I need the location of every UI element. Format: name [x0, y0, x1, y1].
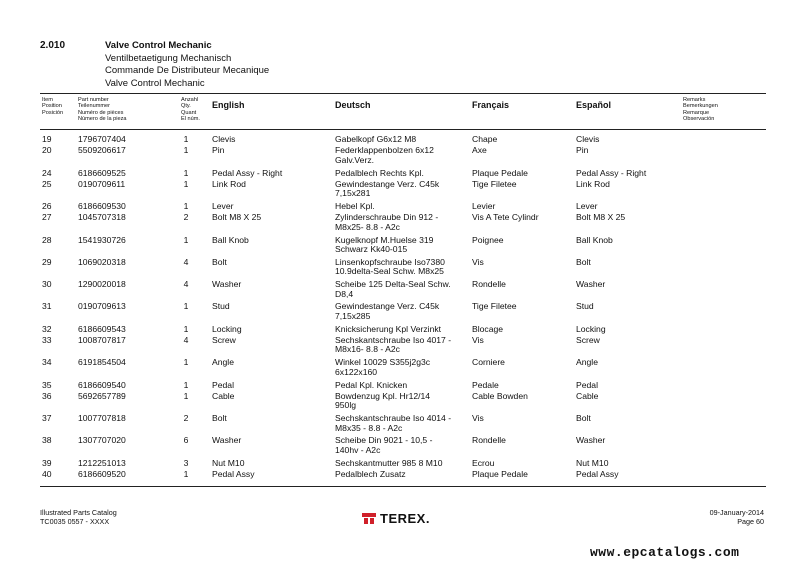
terex-logo — [362, 511, 430, 526]
description-deutsch: Sechskantmutter 985 8 M10 — [335, 457, 443, 468]
description-english: Ball Knob — [212, 234, 249, 245]
quantity: 1 — [183, 178, 189, 189]
quantity: 1 — [183, 323, 189, 334]
item-number: 31 — [42, 301, 52, 312]
footer-catalog: Illustrated Parts Catalog — [40, 508, 117, 517]
description-deutsch: Scheibe 125 Delta-Seal Schw. — [335, 279, 451, 290]
header-deutsch: Deutsch — [335, 100, 371, 110]
section-title-en: Valve Control Mechanic — [105, 40, 212, 51]
description-francais: Rondelle — [472, 435, 506, 446]
description-espanol: Angle — [576, 357, 598, 368]
description-english: Bolt — [212, 256, 227, 267]
description-francais: Corniere — [472, 357, 505, 368]
quantity: 1 — [183, 167, 189, 178]
part-number: 1290020018 — [78, 279, 126, 290]
quantity: 3 — [183, 457, 189, 468]
description-english: Angle — [212, 357, 234, 368]
description-english: Washer — [212, 435, 242, 446]
description-deutsch: D8,4 — [335, 288, 354, 299]
quantity: 4 — [183, 279, 189, 290]
description-espanol: Bolt — [576, 256, 591, 267]
part-number: 6186609543 — [78, 323, 126, 334]
item-number: 34 — [42, 357, 52, 368]
description-deutsch: Sechskantschraube Iso 4014 - — [335, 413, 452, 423]
part-number: 1007707818 — [78, 413, 126, 423]
description-deutsch: Federklappenbolzen 6x12 — [335, 145, 434, 156]
quantity: 2 — [183, 212, 189, 223]
quantity: 1 — [183, 145, 189, 156]
description-francais: Plaque Pedale — [472, 468, 528, 479]
description-espanol: Pedal Assy - Right — [576, 167, 647, 178]
item-number: 30 — [42, 279, 52, 290]
description-espanol: Washer — [576, 435, 606, 446]
description-francais: Rondelle — [472, 279, 506, 290]
part-number: 1069020318 — [78, 256, 126, 267]
description-francais: Vis — [472, 334, 484, 345]
description-deutsch: Gewindestange Verz. C45k — [335, 301, 440, 312]
footer-page: Page 60 — [737, 516, 764, 526]
quantity: 4 — [183, 334, 189, 345]
description-francais: Tige Filetee — [472, 178, 517, 189]
description-english: Washer — [212, 279, 242, 290]
description-english: Locking — [212, 323, 242, 334]
description-english: Cable — [212, 390, 235, 401]
description-francais: Vis — [472, 413, 484, 423]
part-number: 6186609525 — [78, 167, 126, 178]
description-espanol: Pedal — [576, 379, 598, 390]
item-number: 29 — [42, 256, 52, 267]
description-deutsch: Pedal Kpl. Knicken — [335, 379, 408, 390]
description-espanol: Pin — [576, 145, 589, 156]
description-deutsch: M8x35 - 8.8 - A2c — [335, 422, 403, 433]
description-francais: Plaque Pedale — [472, 167, 528, 178]
footer-date: 09-January-2014 — [709, 508, 764, 517]
item-number: 38 — [42, 435, 52, 446]
header-francais: Français — [472, 100, 510, 110]
item-number: 32 — [42, 323, 52, 334]
description-english: Pin — [212, 145, 225, 156]
description-francais: Ecrou — [472, 457, 495, 468]
quantity: 1 — [183, 134, 189, 144]
item-number: 24 — [42, 167, 52, 178]
description-espanol: Bolt M8 X 25 — [576, 212, 626, 223]
header-bottom-rule — [40, 129, 766, 130]
item-number: 36 — [42, 390, 52, 401]
description-deutsch: Pedalblech Rechts Kpl. — [335, 167, 424, 178]
description-deutsch: Bowdenzug Kpl. Hr12/14 — [335, 390, 431, 401]
description-francais: Vis — [472, 256, 484, 267]
item-number: 27 — [42, 212, 52, 223]
quantity: 1 — [183, 301, 189, 312]
item-number: 20 — [42, 145, 52, 156]
watermark: www.epcatalogs.com — [590, 545, 740, 560]
description-espanol: Bolt — [576, 413, 591, 423]
description-francais: Poignee — [472, 234, 504, 245]
description-deutsch: 140hv - A2c — [335, 444, 381, 455]
header-qty: Anzahl Qty. Quant El núm. — [181, 97, 200, 122]
description-francais: Vis A Tete Cylindr — [472, 212, 539, 223]
quantity: 1 — [183, 468, 189, 479]
header-espanol: Español — [576, 100, 612, 110]
description-deutsch: M8x25- 8.8 - A2c — [335, 221, 400, 232]
terex-emblem-icon — [362, 513, 376, 524]
footer-code: TC0035 0557 - XXXX — [40, 516, 110, 526]
section-number: 2.010 — [40, 40, 66, 51]
part-number: 1212251013 — [78, 457, 126, 468]
description-deutsch: Gewindestange Verz. C45k — [335, 178, 440, 189]
description-espanol: Stud — [576, 301, 594, 312]
description-espanol: Pedal Assy — [576, 468, 619, 479]
description-espanol: Locking — [576, 323, 606, 334]
description-deutsch: Knicksicherung Kpl Verzinkt — [335, 323, 442, 334]
description-english: Pedal Assy - Right — [212, 167, 283, 178]
description-deutsch: 6x122x160 — [335, 366, 378, 377]
footer-rule — [40, 486, 766, 487]
description-espanol: Ball Knob — [576, 234, 613, 245]
header-item: Item Position Posición — [42, 97, 64, 116]
description-deutsch: 7,15x281 — [335, 188, 371, 199]
header-remarks: Remarks Bemerkungen Remarque Observación — [683, 97, 718, 122]
section-title-fr: Commande De Distributeur Mecanique — [105, 65, 270, 76]
item-number: 33 — [42, 334, 52, 345]
header-top-rule — [40, 93, 766, 94]
quantity: 4 — [183, 256, 189, 267]
description-francais: Pedale — [472, 379, 499, 390]
description-deutsch: Kugelknopf M.Huelse 319 — [335, 234, 434, 245]
description-francais: Tige Filetee — [472, 301, 517, 312]
item-number: 19 — [42, 134, 52, 144]
quantity: 1 — [183, 357, 189, 368]
description-english: Bolt — [212, 413, 227, 423]
description-deutsch: Scheibe Din 9021 - 10,5 - — [335, 435, 433, 446]
header-part-number: Part number Teilenummer Numéro de pièces Número de la pieza — [78, 97, 127, 122]
section-title-de: Ventilbetaetigung Mechanisch — [105, 52, 232, 64]
description-francais: Cable Bowden — [472, 390, 528, 401]
description-english: Pedal — [212, 379, 234, 390]
part-number: 0190709613 — [78, 301, 126, 312]
item-number: 35 — [42, 379, 52, 390]
description-deutsch: Gabelkopf G6x12 M8 — [335, 134, 417, 144]
quantity: 6 — [183, 435, 189, 446]
quantity: 2 — [183, 413, 189, 423]
description-francais: Levier — [472, 201, 496, 211]
description-francais: Axe — [472, 145, 487, 156]
description-deutsch: Schwarz Kk40-015 — [335, 244, 408, 254]
terex-wordmark: TEREX. — [380, 511, 430, 526]
description-english: Bolt M8 X 25 — [212, 212, 262, 223]
description-espanol: Lever — [576, 201, 598, 211]
part-number: 1307707020 — [78, 435, 126, 446]
part-number: 6186609540 — [78, 379, 126, 390]
description-english: Nut M10 — [212, 457, 245, 468]
item-number: 28 — [42, 234, 52, 245]
section-titles — [105, 40, 269, 90]
part-number: 6191854504 — [78, 357, 126, 368]
description-francais: Blocage — [472, 323, 504, 334]
item-number: 25 — [42, 178, 52, 189]
description-english: Lever — [212, 201, 234, 211]
description-espanol: Link Rod — [576, 178, 610, 189]
description-deutsch: Linsenkopfschraube Iso7380 — [335, 256, 445, 267]
description-deutsch: 10.9delta-Seal Schw. M8x25 — [335, 266, 444, 277]
quantity: 1 — [183, 234, 189, 245]
description-espanol: Cable — [576, 390, 599, 401]
part-number: 1541930726 — [78, 234, 126, 245]
description-english: Screw — [212, 334, 236, 345]
quantity: 1 — [183, 379, 189, 390]
description-deutsch: 950lg — [335, 400, 357, 411]
description-deutsch: Zylinderschraube Din 912 - — [335, 212, 439, 223]
description-english: Stud — [212, 301, 230, 312]
description-english: Clevis — [212, 134, 236, 144]
quantity: 1 — [183, 390, 189, 401]
footer-left — [40, 509, 117, 527]
description-espanol: Screw — [576, 334, 600, 345]
item-number: 26 — [42, 201, 52, 211]
description-francais: Chape — [472, 134, 498, 144]
description-espanol: Nut M10 — [576, 457, 609, 468]
part-number: 6186609530 — [78, 201, 126, 211]
description-deutsch: Pedalblech Zusatz — [335, 468, 406, 479]
item-number: 37 — [42, 413, 52, 423]
description-english: Link Rod — [212, 178, 246, 189]
part-number: 6186609520 — [78, 468, 126, 479]
description-espanol: Clevis — [576, 134, 600, 144]
description-deutsch: Galv.Verz. — [335, 154, 375, 165]
part-number: 1796707404 — [78, 134, 126, 144]
description-deutsch: Winkel 10029 S355j2g3c — [335, 357, 431, 368]
item-number: 39 — [42, 457, 52, 468]
part-number: 1045707318 — [78, 212, 126, 223]
quantity: 1 — [183, 201, 189, 211]
section-title-es: Valve Control Mechanic — [105, 77, 205, 89]
description-deutsch: Sechskantschraube Iso 4017 - — [335, 334, 452, 345]
part-number: 0190709611 — [78, 178, 126, 189]
description-deutsch: Hebel Kpl. — [335, 201, 375, 211]
footer-right — [710, 509, 764, 527]
description-espanol: Washer — [576, 279, 606, 290]
header-english: English — [212, 100, 245, 110]
part-number: 5509206617 — [78, 145, 126, 156]
description-english: Pedal Assy — [212, 468, 255, 479]
item-number: 40 — [42, 468, 52, 479]
description-deutsch: M8x16- 8.8 - A2c — [335, 344, 400, 355]
part-number: 5692657789 — [78, 390, 126, 401]
part-number: 1008707817 — [78, 334, 126, 345]
description-deutsch: 7,15x285 — [335, 310, 371, 321]
